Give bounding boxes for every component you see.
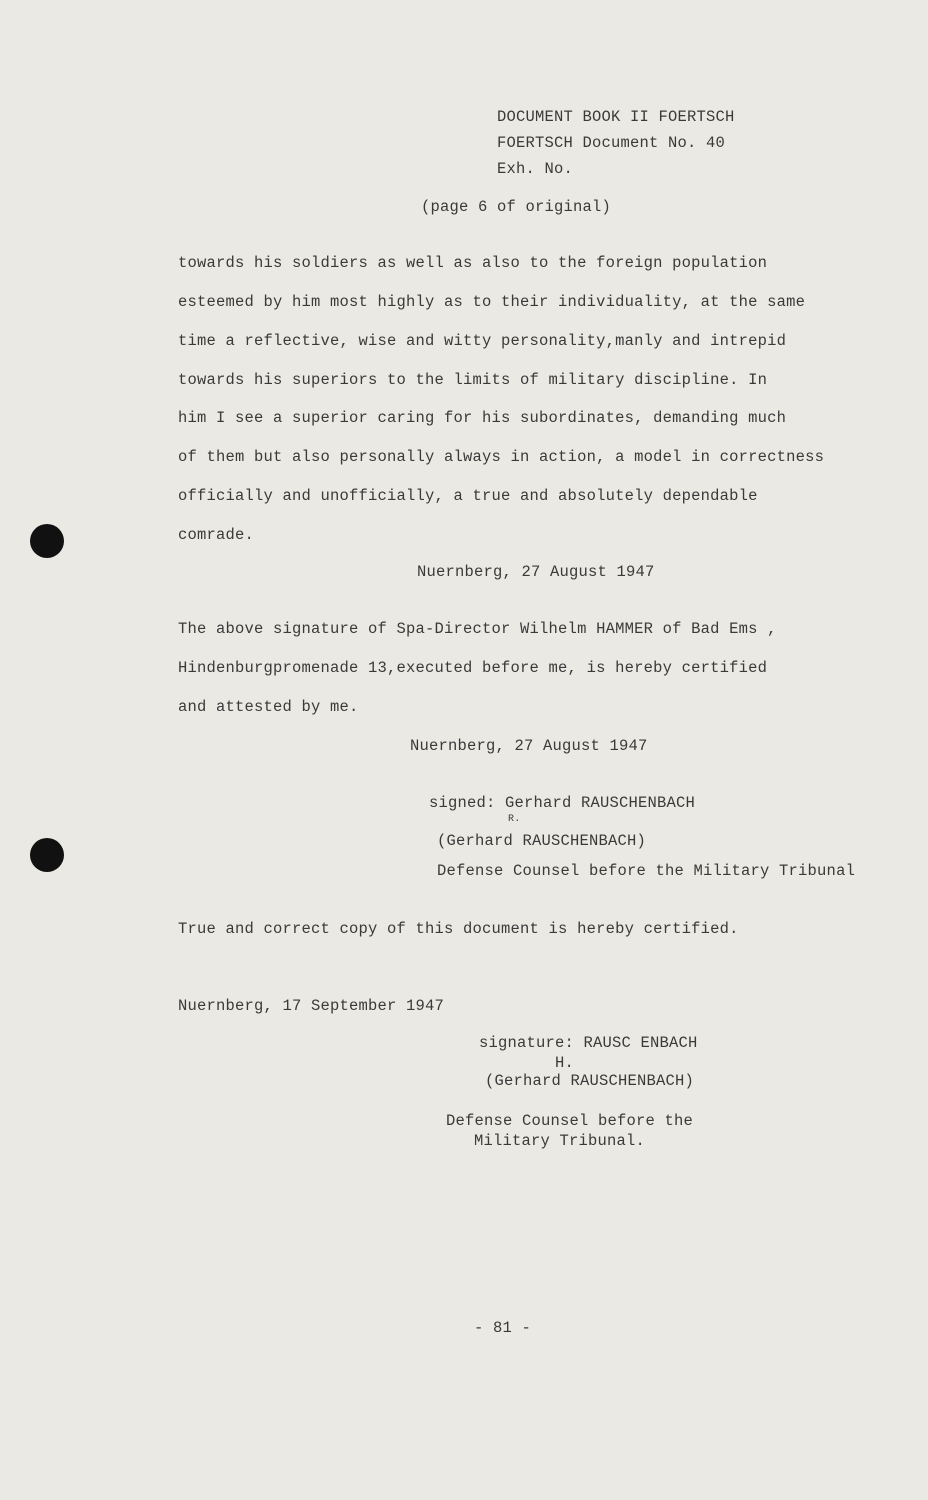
- body-line: time a reflective, wise and witty personality,manly and intrepid: [178, 332, 787, 350]
- body-line: towards his soldiers as well as also to the foreign population: [178, 254, 768, 272]
- page-reference: (page 6 of original): [421, 198, 612, 216]
- header-exhibit-number: Exh. No.: [497, 160, 574, 178]
- place-date-2: Nuernberg, 27 August 1947: [410, 737, 648, 755]
- certification-line: Hindenburgpromenade 13,executed before me, is hereby certified: [178, 659, 768, 677]
- signatory-title: Defense Counsel before the Military Tribunal: [437, 862, 856, 880]
- body-line: officially and unofficially, a true and absolutely dependable: [178, 487, 758, 505]
- signatory-title-2a: Defense Counsel before the: [446, 1112, 694, 1130]
- signature-line: signature: RAUSC ENBACH: [479, 1034, 698, 1052]
- signatory-title-2b: Military Tribunal.: [474, 1132, 646, 1150]
- body-line: of them but also personally always in action, a model in correctness: [178, 448, 825, 466]
- punch-hole-top: [30, 524, 64, 558]
- signatory-name-2: (Gerhard RAUSCHENBACH): [485, 1072, 695, 1090]
- signature-initial-2: H.: [555, 1054, 575, 1072]
- true-copy-statement: True and correct copy of this document is hereby certified.: [178, 920, 739, 938]
- punch-hole-bottom: [30, 838, 64, 872]
- body-line: him I see a superior caring for his subordinates, demanding much: [178, 409, 787, 427]
- signature-initial: R.: [508, 814, 521, 825]
- page-number: - 81 -: [474, 1319, 532, 1337]
- body-line: esteemed by him most highly as to their individuality, at the same: [178, 293, 806, 311]
- header-document-book: DOCUMENT BOOK II FOERTSCH: [497, 108, 735, 126]
- certification-line: and attested by me.: [178, 698, 359, 716]
- body-line: towards his superiors to the limits of military discipline. In: [178, 371, 768, 389]
- signed-line: signed: Gerhard RAUSCHENBACH: [429, 794, 696, 812]
- certification-line: The above signature of Spa-Director Wilhelm HAMMER of Bad Ems ,: [178, 620, 777, 638]
- signatory-name: (Gerhard RAUSCHENBACH): [437, 832, 647, 850]
- header-document-number: FOERTSCH Document No. 40: [497, 134, 726, 152]
- body-line: comrade.: [178, 526, 255, 544]
- place-date-1: Nuernberg, 27 August 1947: [417, 563, 655, 581]
- place-date-3: Nuernberg, 17 September 1947: [178, 997, 445, 1015]
